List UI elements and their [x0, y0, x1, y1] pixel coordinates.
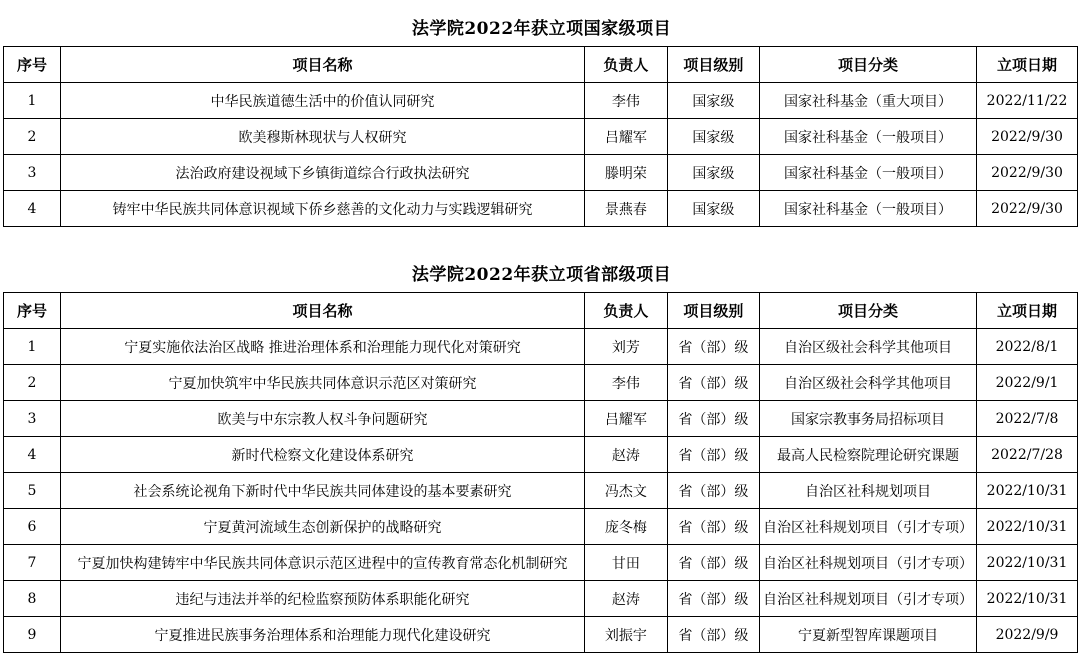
table-cell: 2: [4, 119, 61, 155]
table-cell: 社会系统论视角下新时代中华民族共同体建设的基本要素研究: [60, 473, 584, 509]
table-cell: 4: [4, 191, 61, 227]
table-cell: 宁夏黄河流域生态创新保护的战略研究: [60, 509, 584, 545]
table-cell: 2022/10/31: [977, 473, 1078, 509]
column-header: 项目名称: [60, 47, 584, 83]
table-cell: 1: [4, 83, 61, 119]
table-cell: 省（部）级: [667, 437, 759, 473]
column-header: 项目级别: [667, 47, 759, 83]
table-cell: 自治区社科规划项目（引才专项）: [760, 545, 977, 581]
table-cell: 省（部）级: [667, 473, 759, 509]
national-projects-section: [0, 0, 1083, 227]
table-cell: 吕耀军: [585, 119, 668, 155]
table-cell: 法治政府建设视域下乡镇街道综合行政执法研究: [60, 155, 584, 191]
column-header: 序号: [4, 47, 61, 83]
column-header: 立项日期: [977, 47, 1078, 83]
table-cell: 省（部）级: [667, 329, 759, 365]
table-cell: 自治区级社会科学其他项目: [760, 329, 977, 365]
column-header: 项目分类: [760, 293, 977, 329]
table-cell: 最高人民检察院理论研究课题: [760, 437, 977, 473]
table-cell: 国家级: [667, 191, 759, 227]
header-row: [4, 47, 1078, 83]
table-cell: 吕耀军: [585, 401, 668, 437]
table-cell: 自治区社科规划项目: [760, 473, 977, 509]
table-row: [4, 191, 1078, 227]
table-cell: 宁夏推进民族事务治理体系和治理能力现代化建设研究: [60, 617, 584, 653]
table-cell: 6: [4, 509, 61, 545]
table-cell: 宁夏加快构建铸牢中华民族共同体意识示范区进程中的宣传教育常态化机制研究: [60, 545, 584, 581]
table-cell: 2: [4, 365, 61, 401]
table-cell: 李伟: [585, 83, 668, 119]
table-cell: 甘田: [585, 545, 668, 581]
table-cell: 2022/8/1: [977, 329, 1078, 365]
table-cell: 5: [4, 473, 61, 509]
table-cell: 国家级: [667, 83, 759, 119]
table-cell: 2022/9/9: [977, 617, 1078, 653]
column-header: 项目级别: [667, 293, 759, 329]
table-cell: 冯杰文: [585, 473, 668, 509]
table-cell: 国家宗教事务局招标项目: [760, 401, 977, 437]
table-cell: 7: [4, 545, 61, 581]
table-cell: 2022/9/30: [977, 191, 1078, 227]
table-cell: 刘振宇: [585, 617, 668, 653]
table-cell: 国家级: [667, 155, 759, 191]
table-cell: 省（部）级: [667, 545, 759, 581]
table-cell: 2022/9/1: [977, 365, 1078, 401]
table-row: [4, 365, 1078, 401]
table-cell: 自治区社科规划项目（引才专项）: [760, 509, 977, 545]
table-cell: 庞冬梅: [585, 509, 668, 545]
national-projects-table: [3, 46, 1078, 227]
table-row: [4, 119, 1078, 155]
table-row: [4, 509, 1078, 545]
table-row: [4, 401, 1078, 437]
provincial-projects-section: [0, 227, 1083, 653]
table-cell: 省（部）级: [667, 365, 759, 401]
table-cell: 宁夏新型智库课题项目: [760, 617, 977, 653]
table-cell: 李伟: [585, 365, 668, 401]
table-cell: 景燕春: [585, 191, 668, 227]
table-cell: 国家社科基金（一般项目）: [760, 119, 977, 155]
table-cell: 国家社科基金（重大项目）: [760, 83, 977, 119]
table-cell: 2022/9/30: [977, 155, 1078, 191]
table-cell: 欧美穆斯林现状与人权研究: [60, 119, 584, 155]
table-cell: 9: [4, 617, 61, 653]
table-cell: 国家级: [667, 119, 759, 155]
table-row: [4, 581, 1078, 617]
table-row: [4, 545, 1078, 581]
table-cell: 滕明荣: [585, 155, 668, 191]
table-cell: 自治区社科规划项目（引才专项）: [760, 581, 977, 617]
table-cell: 违纪与违法并举的纪检监察预防体系职能化研究: [60, 581, 584, 617]
table-cell: 国家社科基金（一般项目）: [760, 191, 977, 227]
table-cell: 铸牢中华民族共同体意识视域下侨乡慈善的文化动力与实践逻辑研究: [60, 191, 584, 227]
table-cell: 1: [4, 329, 61, 365]
table-row: [4, 83, 1078, 119]
table-cell: 2022/10/31: [977, 545, 1078, 581]
table-cell: 宁夏加快筑牢中华民族共同体意识示范区对策研究: [60, 365, 584, 401]
column-header: 负责人: [585, 47, 668, 83]
table-cell: 2022/11/22: [977, 83, 1078, 119]
table-cell: 3: [4, 155, 61, 191]
table-cell: 2022/9/30: [977, 119, 1078, 155]
column-header: 立项日期: [977, 293, 1078, 329]
table-cell: 2022/10/31: [977, 581, 1078, 617]
table-cell: 欧美与中东宗教人权斗争问题研究: [60, 401, 584, 437]
provincial-projects-table: [3, 292, 1078, 653]
column-header: 负责人: [585, 293, 668, 329]
table-cell: 8: [4, 581, 61, 617]
table-cell: 3: [4, 401, 61, 437]
table-cell: 中华民族道德生活中的价值认同研究: [60, 83, 584, 119]
provincial-projects-title: 法学院2022年获立项省部级项目: [411, 265, 672, 285]
table-cell: 刘芳: [585, 329, 668, 365]
table-cell: 国家社科基金（一般项目）: [760, 155, 977, 191]
header-row: [4, 293, 1078, 329]
table-cell: 2022/7/8: [977, 401, 1078, 437]
table-cell: 4: [4, 437, 61, 473]
table-cell: 省（部）级: [667, 509, 759, 545]
table-row: [4, 617, 1078, 653]
table-cell: 省（部）级: [667, 401, 759, 437]
column-header: 项目分类: [760, 47, 977, 83]
table-cell: 省（部）级: [667, 617, 759, 653]
table-cell: 新时代检察文化建设体系研究: [60, 437, 584, 473]
table-row: [4, 473, 1078, 509]
national-projects-title: 法学院2022年获立项国家级项目: [411, 19, 672, 39]
table-cell: 2022/10/31: [977, 509, 1078, 545]
column-header: 序号: [4, 293, 61, 329]
table-cell: 宁夏实施依法治区战略 推进治理体系和治理能力现代化对策研究: [60, 329, 584, 365]
table-row: [4, 155, 1078, 191]
table-cell: 省（部）级: [667, 581, 759, 617]
table-cell: 赵涛: [585, 437, 668, 473]
table-cell: 赵涛: [585, 581, 668, 617]
table-cell: 自治区级社会科学其他项目: [760, 365, 977, 401]
table-cell: 2022/7/28: [977, 437, 1078, 473]
column-header: 项目名称: [60, 293, 584, 329]
table-row: [4, 329, 1078, 365]
table-row: [4, 437, 1078, 473]
